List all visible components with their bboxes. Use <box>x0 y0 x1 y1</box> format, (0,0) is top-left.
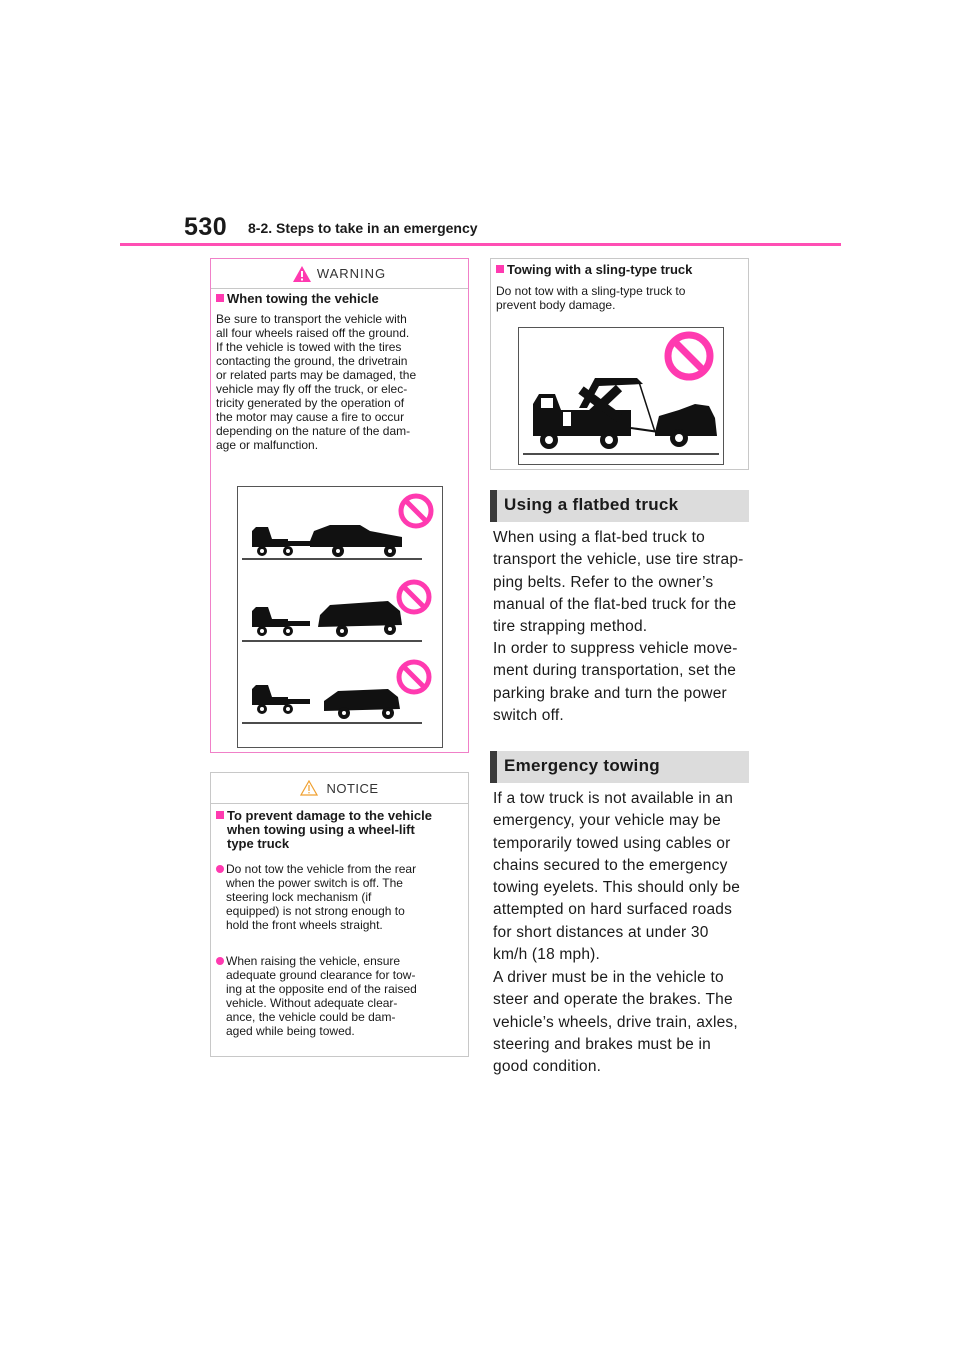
car-icon <box>310 525 402 547</box>
square-bullet-icon <box>216 811 224 819</box>
wheel-lift-towing-illustration <box>237 486 443 748</box>
page-number: 530 <box>184 213 228 241</box>
notice-bullet: When raising the vehicle, ensure adequate ground clearance for tow- ing at the opposite end of the raised vehicle. Without adequate clear- ance, the vehicle could be dam- aged while being towed. <box>216 954 466 1038</box>
sling-tow-truck-icon <box>533 378 659 449</box>
square-bullet-icon <box>496 265 504 273</box>
warning-triangle-icon <box>293 266 311 282</box>
emergency-towing-heading: Emergency towing <box>490 751 749 783</box>
notice-box <box>210 772 469 1057</box>
sling-truck-box <box>490 258 749 470</box>
prohibited-icon <box>401 496 431 526</box>
emergency-paragraph-2: A driver must be in the vehicle to steer and operate the brakes. The vehicle’s wheels, drive train, axles, steering and brakes must be in good condition. <box>493 969 738 1076</box>
flatbed-heading: Using a flatbed truck <box>490 490 749 522</box>
sling-subheading: Towing with a sling-type truck <box>496 263 746 277</box>
section-title: 8-2. Steps to take in an emergency <box>248 220 478 236</box>
header-rule <box>120 243 841 246</box>
notice-subheading: To prevent damage to the vehicle when towing using a wheel-lift type truck <box>216 809 466 851</box>
prohibited-icon <box>668 335 710 377</box>
warning-box <box>210 258 469 753</box>
flatbed-paragraph-2: In order to suppress vehicle move- ment during transportation, set the parking brake and turn the power switch off. <box>493 640 738 724</box>
sling-towing-illustration <box>518 327 724 465</box>
warning-text: Be sure to transport the vehicle with all four wheels raised off the ground. If the vehicle is towed with the tires contacting the ground, the drivetrain or related parts may be damaged, the vehicle may fly off the truck, or elec- tricity generated by the operation of the motor may cause a fire to occur depending on the nature of the dam- age or malfunction. <box>216 312 417 452</box>
car-icon <box>655 404 717 436</box>
tow-truck-icon <box>252 527 310 556</box>
caution-triangle-icon <box>300 780 318 796</box>
tow-truck-icon <box>252 685 310 714</box>
sling-text: Do not tow with a sling-type truck to prevent body damage. <box>496 284 686 312</box>
emergency-paragraph-1: If a tow truck is not available in an emergency, your vehicle may be temporarily towed using cables or chains secured to the emergency towing eyelets. This should only be attempted on hard surfaced roads for short distances at under 30 km/h (18 mph). <box>493 790 741 964</box>
prohibited-icon <box>399 662 429 692</box>
bullet-dot-icon <box>216 957 224 965</box>
flatbed-paragraph-1: When using a flat-bed truck to transport the vehicle, use tire strap- ping belts. Refer to the owner’s manual of the flat-bed truck for the tire strapping method. <box>493 529 744 636</box>
warning-subheading: When towing the vehicle <box>216 292 464 306</box>
notice-bullet: Do not tow the vehicle from the rear when the power switch is off. The steering lock mechanism (if equipped) is not strong enough to hold the front wheels straight. <box>216 862 466 932</box>
warning-header <box>211 259 468 289</box>
tow-truck-icon <box>252 607 310 636</box>
bullet-dot-icon <box>216 865 224 873</box>
notice-label: NOTICE <box>326 780 379 796</box>
square-bullet-icon <box>216 294 224 302</box>
prohibited-icon <box>399 582 429 612</box>
warning-label: WARNING <box>316 266 387 281</box>
notice-header <box>211 773 468 804</box>
